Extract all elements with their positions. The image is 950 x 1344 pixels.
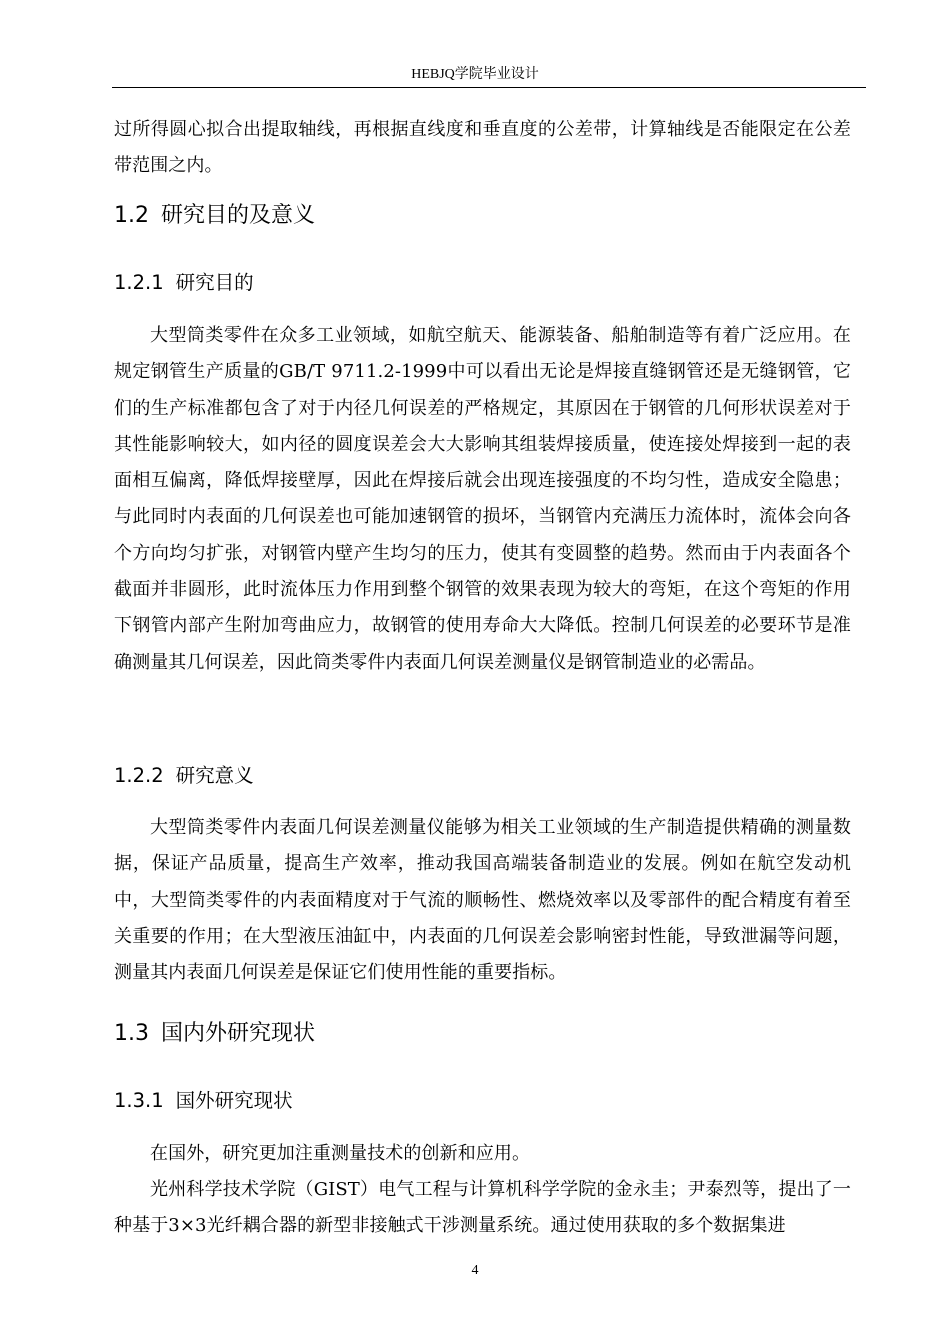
section-title: 国外研究现状 — [175, 1089, 293, 1112]
section-number: 1.2.2 — [114, 764, 164, 787]
section-number: 1.2 — [114, 203, 149, 228]
section-number: 1.3 — [114, 1021, 149, 1046]
section-number: 1.3.1 — [114, 1089, 164, 1112]
continuation-paragraph: 过所得圆心拟合出提取轴线，再根据直线度和垂直度的公差带，计算轴线是否能限定在公差带范围之内。 — [114, 119, 851, 177]
section-number: 1.2.1 — [114, 271, 164, 294]
section-title: 研究目的及意义 — [161, 203, 316, 228]
header-title: HEBJQ学院毕业设计 — [411, 67, 539, 82]
body-paragraph-foreign-gist: 光州科学技术学院（GIST）电气工程与计算机科学学院的金永圭；尹泰烈等，提出了一种基于3×3光纤耦合器的新型非接触式干涉测量系统。通过使用获取的多个数据集进 — [114, 1179, 851, 1237]
body-paragraph-research-significance: 大型筒类零件内表面几何误差测量仪能够为相关工业领域的生产制造提供精确的测量数据，保证产品质量，提高生产效率，推动我国高端装备制造业的发展。例如在航空发动机中，大型筒类零件的内表面精度对于气流的顺畅性、燃烧效率以及零部件的配合精度有着至关重要的作用；在大型液压油缸中，内表面的几何误差会影响密封性能，导致泄漏等问题，测量其内表面几何误差是保证它们使用性能的重要指标。 — [114, 817, 851, 984]
section-title: 研究意义 — [175, 764, 254, 787]
body-paragraph-research-purpose: 大型筒类零件在众多工业领域，如航空航天、能源装备、船舶制造等有着广泛应用。在规定钢管生产质量的GB/T 9711.2-1999中可以看出无论是焊接直缝钢管还是无缝钢管，它们的生产标准都包含了对于内径几何误差的严格规定，其原因在于钢管的几何形状误差对于其性能影响较大，如内径的圆度误差会大大影响其组装焊接质量，使连接处焊接到一起的表面相互偏离，降低焊接壁厚，因此在焊接后就会出现连接强度的不均匀性，造成安全隐患；与此同时内表面的几何误差也可能加速钢管的损坏，当钢管内充满压力流体时，流体会向各个方向均匀扩张，对钢管内壁产生均匀的压力，使其有变圆整的趋势。然而由于内表面各个截面并非圆形，此时流体压力作用到整个钢管的效果表现为较大的弯矩，在这个弯矩的作用下钢管内部产生附加弯曲应力，故钢管的使用寿命大大降低。控制几何误差的必要环节是准确测量其几何误差，因此筒类零件内表面几何误差测量仪是钢管制造业的必需品。 — [114, 325, 851, 673]
subsection-heading-1-3-1 — [114, 1088, 293, 1114]
subsection-heading-1-2-1 — [114, 270, 254, 296]
section-heading-1-2 — [114, 202, 315, 230]
section-title: 研究目的 — [175, 271, 254, 294]
section-heading-1-3 — [114, 1020, 315, 1048]
header-divider — [112, 87, 866, 88]
page-number: 4 — [471, 1263, 479, 1278]
section-title: 国内外研究现状 — [161, 1021, 316, 1046]
body-paragraph-foreign-intro: 在国外，研究更加注重测量技术的创新和应用。 — [150, 1143, 531, 1164]
subsection-heading-1-2-2 — [114, 763, 254, 789]
